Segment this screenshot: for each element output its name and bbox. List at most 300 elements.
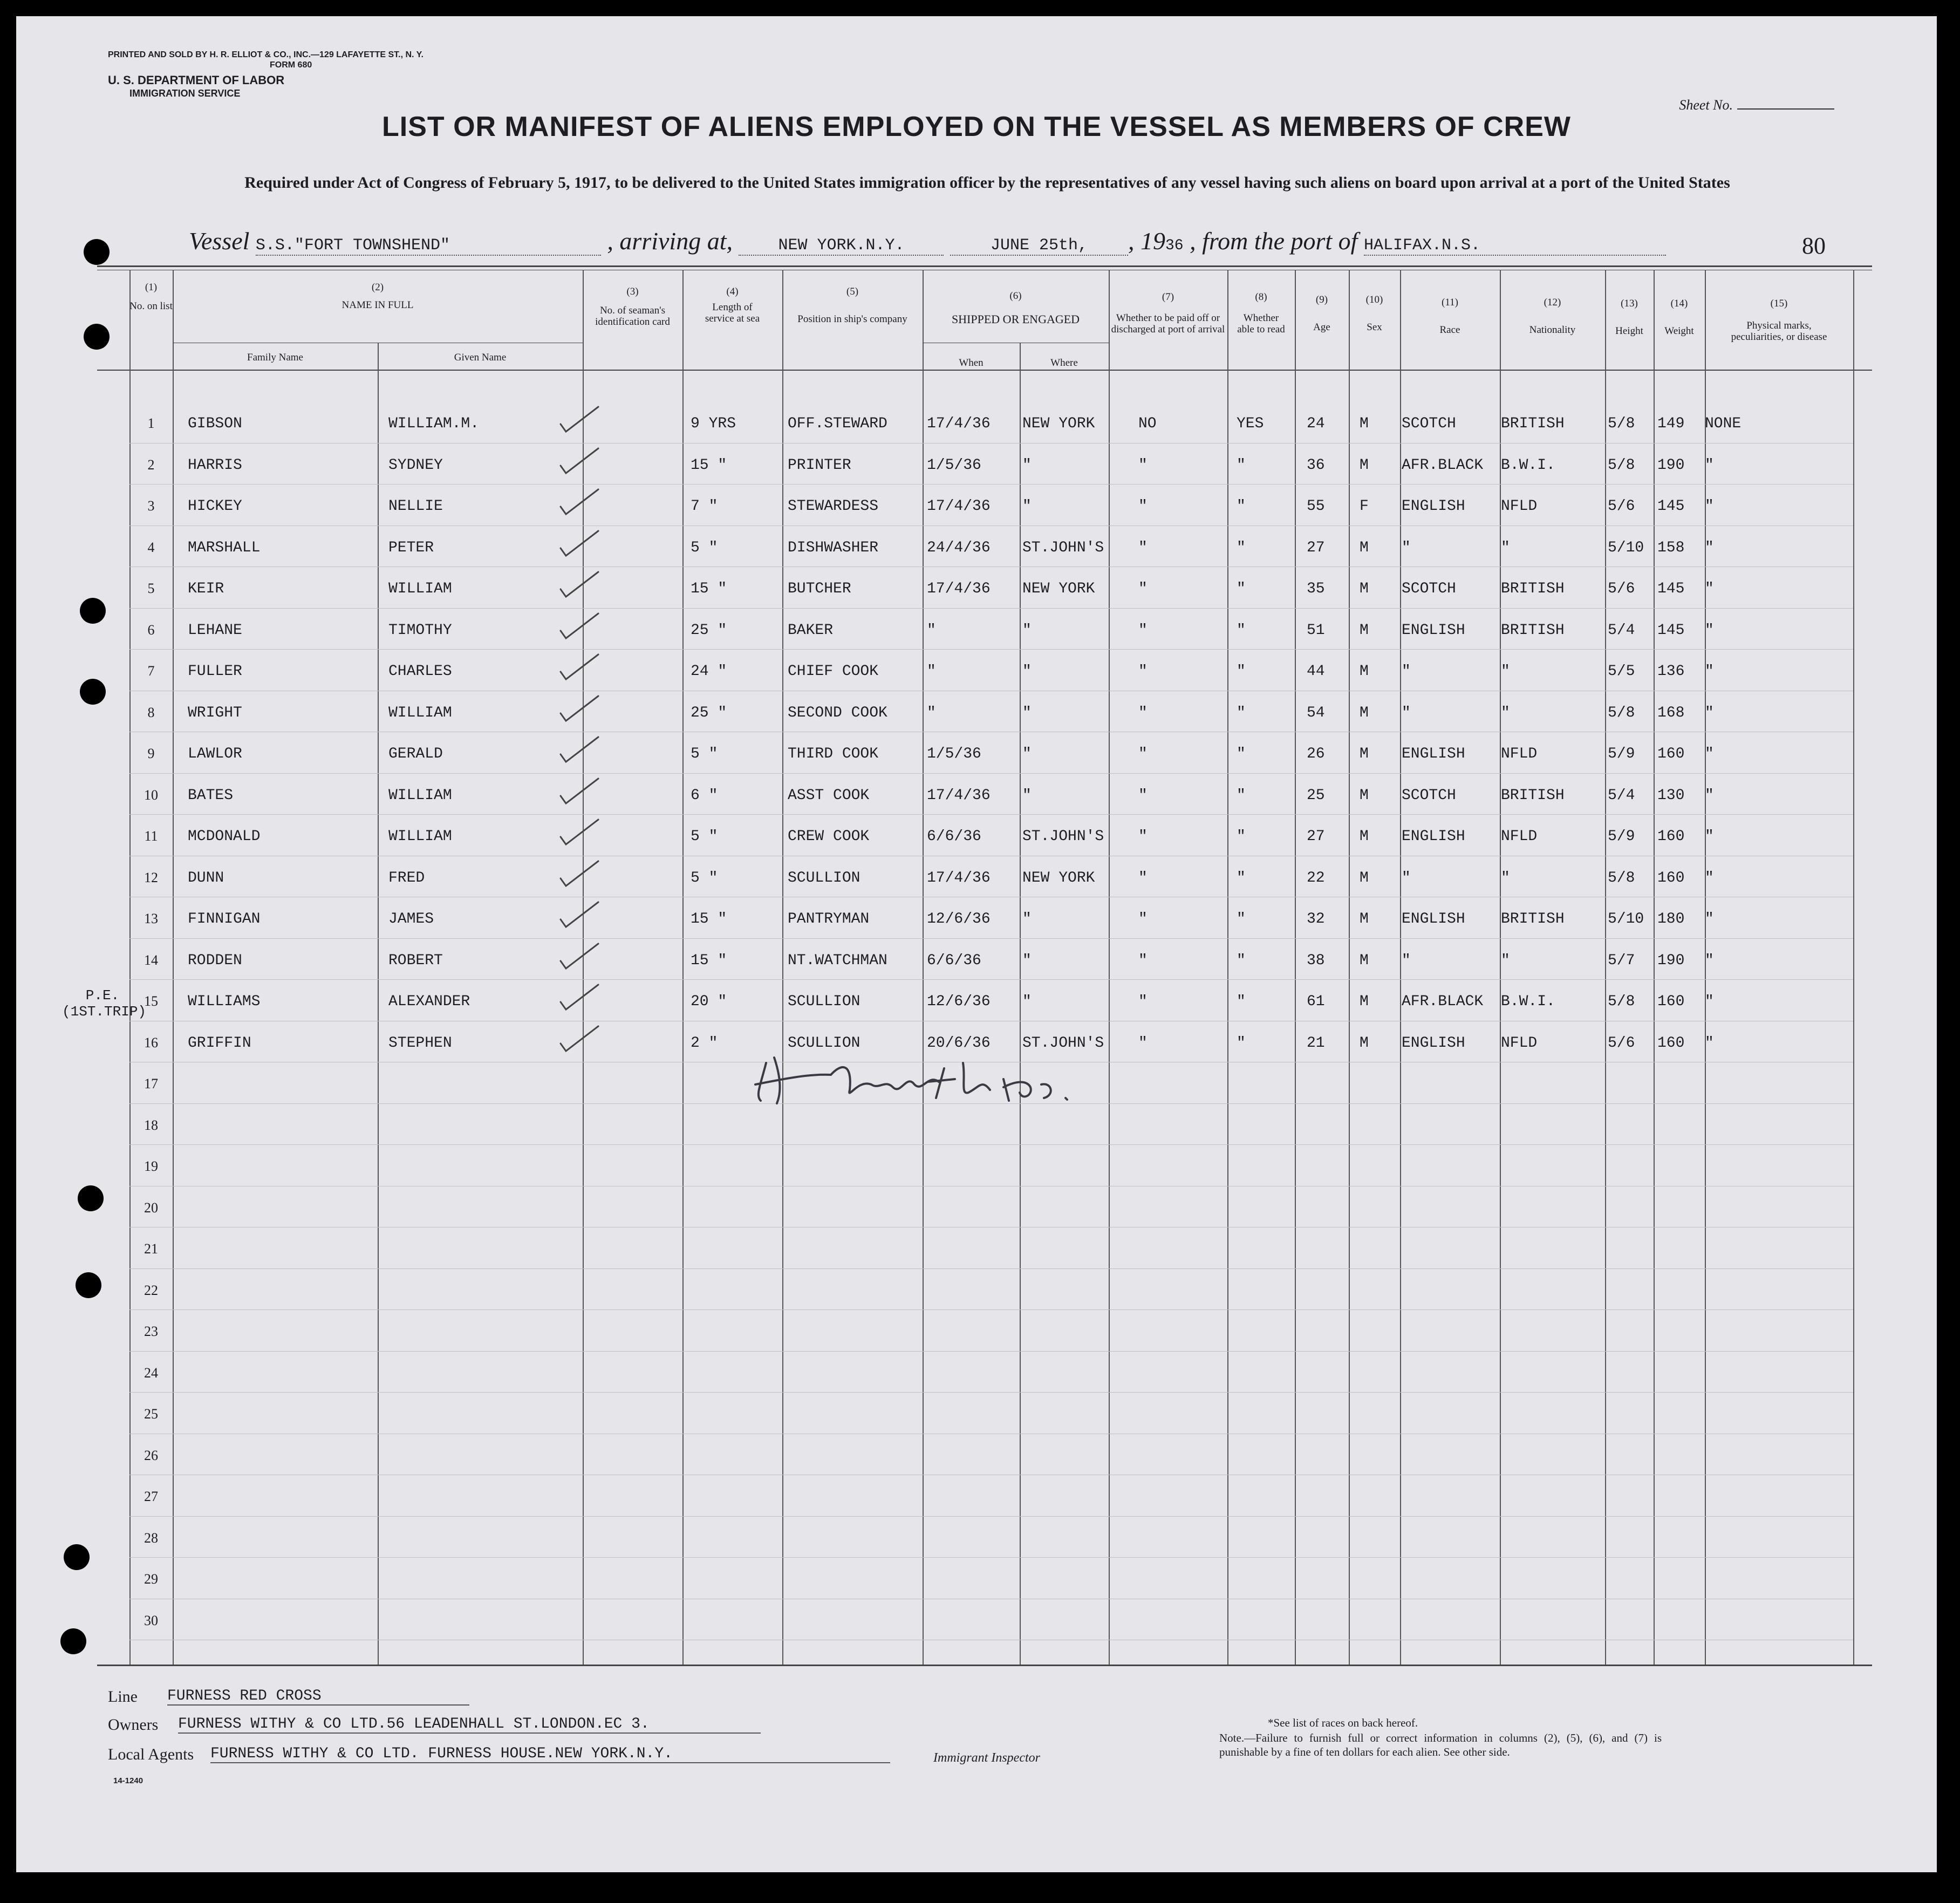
cell-family: FULLER — [188, 663, 242, 680]
printer-line: PRINTED AND SOLD BY H. R. ELLIOT & CO., INC.—129 LAFAYETTE ST., N. Y. — [108, 50, 424, 59]
cell-paid: " — [1138, 581, 1148, 597]
cell-family: HARRIS — [188, 456, 242, 474]
cell-height: 5/6 — [1608, 1034, 1635, 1052]
row-number: 29 — [144, 1571, 158, 1587]
cell-weight: 160 — [1657, 746, 1685, 762]
sheet-no-line — [1737, 108, 1834, 110]
cell-height: 5/6 — [1608, 498, 1635, 515]
row-rule — [129, 1144, 1853, 1145]
cell-service: 15 " — [691, 911, 727, 927]
arriving-label: , arriving at, — [607, 227, 733, 255]
cell-weight: 190 — [1657, 456, 1685, 474]
header-c13 — [1605, 298, 1654, 337]
cell-read: " — [1237, 1034, 1246, 1052]
header-c3-label: No. of seaman's identification card — [595, 305, 670, 328]
vessel-line — [189, 227, 1753, 256]
cell-height: 5/8 — [1608, 993, 1635, 1010]
cell-nationality: NFLD — [1501, 746, 1538, 762]
header-c9-label: Age — [1313, 322, 1330, 333]
cell-sex: M — [1360, 663, 1369, 680]
table-top-rule — [97, 265, 1872, 267]
cell-where: " — [1022, 787, 1032, 804]
cell-race: SCOTCH — [1402, 787, 1456, 804]
header-c11-label: Race — [1439, 324, 1460, 336]
cell-service: 2 " — [691, 1034, 718, 1052]
cell-where: ST.JOHN'S — [1022, 1034, 1104, 1052]
check-mark-icon — [558, 1024, 602, 1056]
cell-family: WILLIAMS — [188, 993, 261, 1010]
cell-where: " — [1022, 911, 1032, 927]
binder-hole — [80, 598, 106, 624]
cell-given: NELLIE — [388, 498, 443, 515]
cell-nationality: BRITISH — [1501, 787, 1565, 804]
header-c10-num: (10) — [1365, 294, 1383, 305]
cell-service: 5 " — [691, 869, 718, 886]
header-c13-label: Height — [1615, 325, 1643, 337]
cell-position: BUTCHER — [788, 581, 851, 597]
cell-marks: " — [1705, 952, 1714, 969]
inspector-signature — [750, 1041, 1074, 1111]
row-rule — [129, 1351, 1853, 1352]
cell-given: WILLIAM — [388, 704, 452, 721]
header-c14-num: (14) — [1670, 298, 1688, 309]
cell-paid: " — [1138, 1034, 1148, 1052]
cell-marks: " — [1705, 1034, 1714, 1052]
cell-race: " — [1402, 704, 1411, 721]
check-mark-icon — [558, 529, 602, 561]
cell-marks: " — [1705, 787, 1714, 804]
cell-race: ENGLISH — [1402, 622, 1465, 639]
header-c2-num: (2) — [371, 282, 384, 293]
row-number: 8 — [147, 704, 155, 720]
cell-position: THIRD COOK — [788, 746, 879, 762]
cell-nationality: BRITISH — [1501, 911, 1565, 927]
cell-read: " — [1237, 539, 1246, 556]
row-number: 13 — [144, 911, 158, 926]
cell-race: " — [1402, 952, 1411, 969]
cell-nationality: NFLD — [1501, 828, 1538, 845]
cell-family: FINNIGAN — [188, 911, 261, 927]
row-number: 19 — [144, 1158, 158, 1174]
owners-label: Owners — [108, 1716, 159, 1734]
cell-family: RODDEN — [188, 952, 242, 969]
check-mark-icon — [558, 694, 602, 726]
header-c2 — [173, 282, 583, 311]
agents-label: Local Agents — [108, 1745, 194, 1763]
cell-family: BATES — [188, 787, 234, 804]
cell-nationality: " — [1501, 869, 1510, 886]
cell-family: LEHANE — [188, 622, 242, 639]
cell-family: HICKEY — [188, 498, 242, 515]
cell-read: " — [1237, 456, 1246, 474]
manifest-page — [16, 16, 1937, 1872]
row-number: 15 — [144, 993, 158, 1009]
cell-race: " — [1402, 539, 1411, 556]
column-rule — [682, 270, 684, 1665]
cell-position: STEWARDESS — [788, 498, 879, 515]
cell-family: LAWLOR — [188, 746, 242, 762]
header-c6b: Where — [1050, 357, 1078, 369]
owners-value: FURNESS WITHY & CO LTD.56 LEADENHALL ST.LONDON.EC 3. — [178, 1716, 761, 1734]
binder-hole — [84, 324, 110, 350]
row-number: 24 — [144, 1365, 158, 1381]
row-number: 1 — [147, 415, 155, 431]
cell-race: SCOTCH — [1402, 581, 1456, 597]
row-rule — [129, 1309, 1853, 1310]
cell-weight: 145 — [1657, 581, 1685, 597]
cell-height: 5/4 — [1608, 787, 1635, 804]
cell-height: 5/9 — [1608, 828, 1635, 845]
cell-weight: 130 — [1657, 787, 1685, 804]
cell-when: 17/4/36 — [927, 869, 991, 886]
cell-given: PETER — [388, 539, 434, 556]
row-rule — [129, 1557, 1853, 1558]
header-c2a: Family Name — [247, 352, 303, 363]
header-c14-label: Weight — [1664, 325, 1694, 337]
cell-sex: M — [1360, 456, 1369, 474]
column-rule — [173, 270, 174, 1665]
cell-service: 25 " — [691, 622, 727, 639]
row-number: 16 — [144, 1034, 158, 1051]
cell-read: YES — [1237, 415, 1264, 432]
cell-where: " — [1022, 746, 1032, 762]
cell-family: GIBSON — [188, 415, 242, 432]
header-c8-num: (8) — [1255, 291, 1267, 303]
header-c11-num: (11) — [1442, 297, 1458, 308]
cell-marks: " — [1705, 828, 1714, 845]
cell-nationality: " — [1501, 952, 1510, 969]
header-c12-num: (12) — [1544, 297, 1561, 308]
cell-nationality: B.W.I. — [1501, 456, 1555, 474]
cell-service: 25 " — [691, 704, 727, 721]
cell-given: ALEXANDER — [388, 993, 470, 1010]
row-number: 11 — [144, 828, 158, 844]
cell-height: 5/10 — [1608, 911, 1644, 927]
binder-hole — [84, 239, 110, 265]
check-mark-icon — [558, 817, 602, 850]
cell-weight: 149 — [1657, 415, 1685, 432]
cell-given: FRED — [388, 869, 425, 886]
cell-where: " — [1022, 622, 1032, 639]
header-c6 — [923, 290, 1109, 325]
cell-family: GRIFFIN — [188, 1034, 251, 1052]
header-c1 — [129, 282, 173, 312]
penalty-note: Note.—Failure to furnish full or correct information in columns (2), (5), (6), and (7) is punishable by a fine of ten dollars for each alien. See other side. — [1219, 1731, 1662, 1758]
cell-given: GERALD — [388, 746, 443, 762]
cell-position: SCULLION — [788, 993, 861, 1010]
service-name: IMMIGRATION SERVICE — [129, 88, 241, 99]
check-mark-icon — [558, 735, 602, 767]
arrival-port: NEW YORK.N.Y. — [739, 236, 944, 256]
row-number: 20 — [144, 1199, 158, 1216]
cell-where: NEW YORK — [1022, 581, 1095, 597]
cell-given: SYDNEY — [388, 456, 443, 474]
cell-given: ROBERT — [388, 952, 443, 969]
cell-paid: " — [1138, 704, 1148, 721]
header-c6-num: (6) — [1009, 290, 1022, 302]
cell-marks: " — [1705, 622, 1714, 639]
cell-service: 24 " — [691, 663, 727, 680]
cell-nationality: B.W.I. — [1501, 993, 1555, 1010]
cell-age: 51 — [1307, 622, 1325, 639]
row-number: 17 — [144, 1076, 158, 1092]
cell-nationality: BRITISH — [1501, 622, 1565, 639]
cell-age: 44 — [1307, 663, 1325, 680]
cell-age: 35 — [1307, 581, 1325, 597]
cell-weight: 136 — [1657, 663, 1685, 680]
margin-note — [62, 987, 147, 1020]
header-c14 — [1654, 298, 1705, 337]
cell-sex: M — [1360, 622, 1369, 639]
cell-position: PANTRYMAN — [788, 911, 870, 927]
header-c9-num: (9) — [1315, 294, 1328, 305]
header-c15 — [1705, 298, 1853, 343]
cell-read: " — [1237, 663, 1246, 680]
cell-read: " — [1237, 746, 1246, 762]
column-rule — [1109, 270, 1110, 1665]
cell-where: NEW YORK — [1022, 415, 1095, 432]
cell-where: " — [1022, 456, 1032, 474]
cell-nationality: NFLD — [1501, 1034, 1538, 1052]
cell-when: 1/5/36 — [927, 456, 981, 474]
row-rule — [129, 773, 1853, 774]
row-number: 18 — [144, 1117, 158, 1133]
cell-when: 6/6/36 — [927, 828, 981, 845]
cell-when: 17/4/36 — [927, 415, 991, 432]
header-c4 — [682, 286, 782, 324]
check-mark-icon — [558, 983, 602, 1015]
column-rule — [782, 270, 783, 1665]
cell-sex: M — [1360, 911, 1369, 927]
row-number: 30 — [144, 1612, 158, 1628]
cell-age: 24 — [1307, 415, 1325, 432]
cell-paid: " — [1138, 828, 1148, 845]
cell-paid: " — [1138, 663, 1148, 680]
cell-weight: 190 — [1657, 952, 1685, 969]
column-rule — [1349, 270, 1350, 1665]
cell-age: 21 — [1307, 1034, 1325, 1052]
cell-sex: M — [1360, 539, 1369, 556]
row-number: 25 — [144, 1406, 158, 1422]
cell-paid: " — [1138, 993, 1148, 1010]
cell-service: 5 " — [691, 539, 718, 556]
cell-paid: " — [1138, 539, 1148, 556]
cell-when: 12/6/36 — [927, 993, 991, 1010]
cell-age: 22 — [1307, 869, 1325, 886]
cell-when: 1/5/36 — [927, 746, 981, 762]
cell-position: SCULLION — [788, 869, 861, 886]
binder-hole — [60, 1628, 86, 1654]
column-rule — [1295, 270, 1296, 1665]
binder-hole — [78, 1185, 104, 1211]
row-number: 9 — [147, 746, 155, 761]
check-mark-icon — [558, 570, 602, 602]
row-number: 6 — [147, 622, 155, 638]
cell-marks: " — [1705, 993, 1714, 1010]
header-c7-label: Whether to be paid off or discharged at port of arrival — [1111, 312, 1225, 335]
cell-marks: " — [1705, 581, 1714, 597]
cell-position: NT.WATCHMAN — [788, 952, 887, 969]
departure-port: HALIFAX.N.S. — [1364, 236, 1666, 256]
header-c1-label: No. on list — [129, 301, 173, 312]
cell-given: STEPHEN — [388, 1034, 452, 1052]
cell-service: 5 " — [691, 828, 718, 845]
cell-height: 5/8 — [1608, 456, 1635, 474]
cell-race: " — [1402, 663, 1411, 680]
header-c1-num: (1) — [145, 282, 158, 293]
from-port-label: , from the port of — [1190, 227, 1358, 255]
department-name: U. S. DEPARTMENT OF LABOR — [108, 73, 285, 87]
cell-position: OFF.STEWARD — [788, 415, 887, 432]
cell-race: ENGLISH — [1402, 1034, 1465, 1052]
cell-height: 5/6 — [1608, 581, 1635, 597]
row-number: 22 — [144, 1282, 158, 1298]
row-number: 23 — [144, 1324, 158, 1339]
cell-when: 6/6/36 — [927, 952, 981, 969]
arrival-date: JUNE 25th, — [950, 236, 1128, 256]
cell-position: CHIEF COOK — [788, 663, 879, 680]
cell-height: 5/8 — [1608, 415, 1635, 432]
column-rule — [378, 343, 379, 1665]
cell-race: ENGLISH — [1402, 911, 1465, 927]
header-c5 — [782, 286, 923, 325]
column-rule — [1605, 270, 1606, 1665]
cell-marks: " — [1705, 746, 1714, 762]
header-c5-num: (5) — [846, 286, 859, 297]
cell-service: 15 " — [691, 456, 727, 474]
cell-marks: " — [1705, 539, 1714, 556]
table-bottom-rule — [97, 1665, 1872, 1666]
cell-read: " — [1237, 993, 1246, 1010]
cell-paid: " — [1138, 498, 1148, 515]
row-number: 26 — [144, 1447, 158, 1463]
cell-given: JAMES — [388, 911, 434, 927]
cell-age: 26 — [1307, 746, 1325, 762]
cell-position: DISHWASHER — [788, 539, 879, 556]
column-rule — [1853, 270, 1854, 1665]
row-number: 7 — [147, 663, 155, 679]
cell-where: ST.JOHN'S — [1022, 828, 1104, 845]
check-mark-icon — [558, 859, 602, 891]
cell-service: 15 " — [691, 952, 727, 969]
cell-sex: M — [1360, 828, 1369, 845]
header-c11 — [1400, 297, 1500, 336]
cell-position: SCULLION — [788, 1034, 861, 1052]
header-c15-num: (15) — [1770, 298, 1788, 309]
header-c2b: Given Name — [454, 352, 507, 363]
cell-service: 9 YRS — [691, 415, 736, 432]
cell-family: MCDONALD — [188, 828, 261, 845]
cell-height: 5/7 — [1608, 952, 1635, 969]
cell-given: CHARLES — [388, 663, 452, 680]
cell-given: WILLIAM.M. — [388, 415, 480, 432]
cell-weight: 145 — [1657, 622, 1685, 639]
line-label: Line — [108, 1688, 138, 1706]
header-c2-label: NAME IN FULL — [342, 299, 414, 311]
cell-read: " — [1237, 622, 1246, 639]
row-rule — [129, 814, 1853, 815]
cell-race: SCOTCH — [1402, 415, 1456, 432]
row-rule — [129, 1516, 1853, 1517]
cell-where: " — [1022, 663, 1032, 680]
header-c15-label: Physical marks, peculiarities, or disease — [1731, 320, 1827, 343]
cell-weight: 160 — [1657, 828, 1685, 845]
cell-family: KEIR — [188, 581, 224, 597]
cell-weight: 160 — [1657, 993, 1685, 1010]
form-code: 14-1240 — [113, 1776, 144, 1785]
header-c12 — [1500, 297, 1605, 336]
cell-age: 27 — [1307, 828, 1325, 845]
form-number: FORM 680 — [270, 60, 312, 70]
row-rule — [129, 1268, 1853, 1269]
row-rule — [129, 484, 1853, 485]
cell-sex: M — [1360, 415, 1369, 432]
row-number: 28 — [144, 1530, 158, 1546]
cell-age: 55 — [1307, 498, 1325, 515]
check-mark-icon — [558, 405, 602, 437]
row-rule — [129, 938, 1853, 939]
header-c8 — [1227, 291, 1295, 335]
cell-read: " — [1237, 828, 1246, 845]
header-c6a: When — [959, 357, 984, 369]
header-c10-label: Sex — [1367, 322, 1382, 333]
row-number: 14 — [144, 952, 158, 968]
cell-service: 20 " — [691, 993, 727, 1010]
cell-when: " — [927, 622, 936, 639]
line-value: FURNESS RED CROSS — [167, 1688, 469, 1706]
cell-race: ENGLISH — [1402, 746, 1465, 762]
check-mark-icon — [558, 446, 602, 479]
check-mark-icon — [558, 652, 602, 685]
row-rule — [129, 979, 1853, 980]
margin-note-line2: (1ST.TRIP) — [62, 1004, 147, 1020]
vessel-name: S.S."FORT TOWNSHEND" — [256, 236, 601, 256]
cell-height: 5/8 — [1608, 704, 1635, 721]
sheet-no-label: Sheet No. — [1679, 97, 1733, 113]
cell-weight: 160 — [1657, 869, 1685, 886]
department-block — [108, 67, 284, 100]
cell-paid: " — [1138, 456, 1148, 474]
cell-age: 27 — [1307, 539, 1325, 556]
binder-hole — [64, 1544, 90, 1570]
cell-race: AFR.BLACK — [1402, 456, 1484, 474]
header-c12-label: Nationality — [1529, 324, 1576, 336]
arrival-year: 36 — [1165, 237, 1184, 254]
cell-when: " — [927, 704, 936, 721]
cell-paid: " — [1138, 869, 1148, 886]
cell-when: 12/6/36 — [927, 911, 991, 927]
column-rule — [923, 270, 924, 1665]
races-note: *See list of races on back hereof. — [1268, 1716, 1418, 1729]
cell-height: 5/4 — [1608, 622, 1635, 639]
year-prefix: , 19 — [1128, 227, 1165, 255]
cell-sex: M — [1360, 952, 1369, 969]
row-rule — [129, 649, 1853, 650]
cell-race: ENGLISH — [1402, 828, 1465, 845]
row-number: 10 — [144, 787, 158, 803]
cell-nationality: " — [1501, 663, 1510, 680]
header-c10 — [1349, 294, 1400, 333]
cell-nationality: NFLD — [1501, 498, 1538, 515]
cell-sex: F — [1360, 498, 1369, 515]
cell-sex: M — [1360, 704, 1369, 721]
column-rule — [1227, 270, 1228, 1665]
cell-paid: " — [1138, 746, 1148, 762]
cell-read: " — [1237, 581, 1246, 597]
cell-position: CREW COOK — [788, 828, 870, 845]
cell-marks: NONE — [1705, 415, 1742, 432]
page-title: LIST OR MANIFEST OF ALIENS EMPLOYED ON THE VESSEL AS MEMBERS OF CREW — [382, 111, 1571, 142]
